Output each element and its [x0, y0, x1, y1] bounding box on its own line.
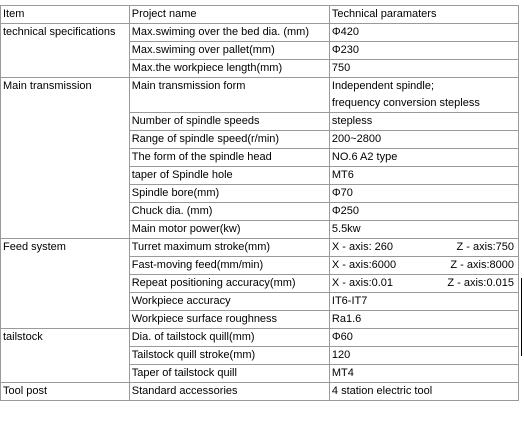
param-name: Tailstock quill stroke(mm) — [129, 347, 329, 365]
param-value — [329, 239, 518, 257]
value-line: Independent spindle; — [331, 80, 435, 92]
param-value: 5.5kw — [329, 221, 518, 239]
table-row — [1, 383, 519, 401]
param-value: stepless — [329, 113, 518, 131]
table-row — [1, 78, 519, 113]
param-value: IT6-IT7 — [329, 293, 518, 311]
x-axis-value: X - axis:0.01 — [331, 277, 394, 289]
edge-divider — [521, 278, 522, 356]
table-header-row — [1, 6, 519, 24]
param-value — [329, 275, 518, 293]
header-project: Project name — [129, 6, 329, 24]
param-value: 750 — [329, 60, 518, 78]
value-line: frequency conversion stepless — [331, 97, 480, 109]
param-value: NO.6 A2 type — [329, 149, 518, 167]
param-name: Repeat positioning accuracy(mm) — [129, 275, 329, 293]
param-value: 120 — [329, 347, 518, 365]
param-name: Fast-moving feed(mm/min) — [129, 257, 329, 275]
param-name: Dia. of tailstock quill(mm) — [129, 329, 329, 347]
param-name: Max.swiming over pallet(mm) — [129, 42, 329, 60]
spec-table — [0, 5, 519, 401]
x-axis-value: X - axis: 260 — [331, 241, 394, 253]
param-value: Φ420 — [329, 24, 518, 42]
param-name: Turret maximum stroke(mm) — [129, 239, 329, 257]
category-cell: Tool post — [1, 383, 130, 401]
param-value: 200~2800 — [329, 131, 518, 149]
category-cell: Main transmission — [1, 78, 130, 239]
category-cell: tailstock — [1, 329, 130, 383]
param-value: Φ230 — [329, 42, 518, 60]
x-axis-value: X - axis:6000 — [331, 259, 397, 271]
z-axis-value: Z - axis:0.015 — [447, 277, 514, 289]
param-name: Number of spindle speeds — [129, 113, 329, 131]
param-name: The form of the spindle head — [129, 149, 329, 167]
param-name: taper of Spindle hole — [129, 167, 329, 185]
table-row — [1, 239, 519, 257]
param-name: Max.swiming over the bed dia. (mm) — [129, 24, 329, 42]
param-name: Spindle bore(mm) — [129, 185, 329, 203]
param-value: Φ70 — [329, 185, 518, 203]
param-name: Main motor power(kw) — [129, 221, 329, 239]
table-row — [1, 24, 519, 42]
param-name: Workpiece surface roughness — [129, 311, 329, 329]
param-value: Φ250 — [329, 203, 518, 221]
param-name: Main transmission form — [129, 78, 329, 113]
header-item: Item — [1, 6, 130, 24]
param-name: Range of spindle speed(r/min) — [129, 131, 329, 149]
param-value: Φ60 — [329, 329, 518, 347]
category-cell: technical specifications — [1, 24, 130, 78]
param-name: Taper of tailstock quill — [129, 365, 329, 383]
param-name: Standard accessories — [129, 383, 329, 401]
param-name: Max.the workpiece length(mm) — [129, 60, 329, 78]
param-value — [329, 257, 518, 275]
z-axis-value: Z - axis:8000 — [450, 259, 514, 271]
z-axis-value: Z - axis:750 — [456, 241, 514, 253]
category-cell: Feed system — [1, 239, 130, 329]
table-row — [1, 329, 519, 347]
param-value: 4 station electric tool — [329, 383, 518, 401]
param-value: Ra1.6 — [329, 311, 518, 329]
header-params: Technical paramaters — [329, 6, 518, 24]
param-name: Workpiece accuracy — [129, 293, 329, 311]
param-value: MT4 — [329, 365, 518, 383]
param-value: MT6 — [329, 167, 518, 185]
param-value — [329, 78, 518, 113]
param-name: Chuck dia. (mm) — [129, 203, 329, 221]
